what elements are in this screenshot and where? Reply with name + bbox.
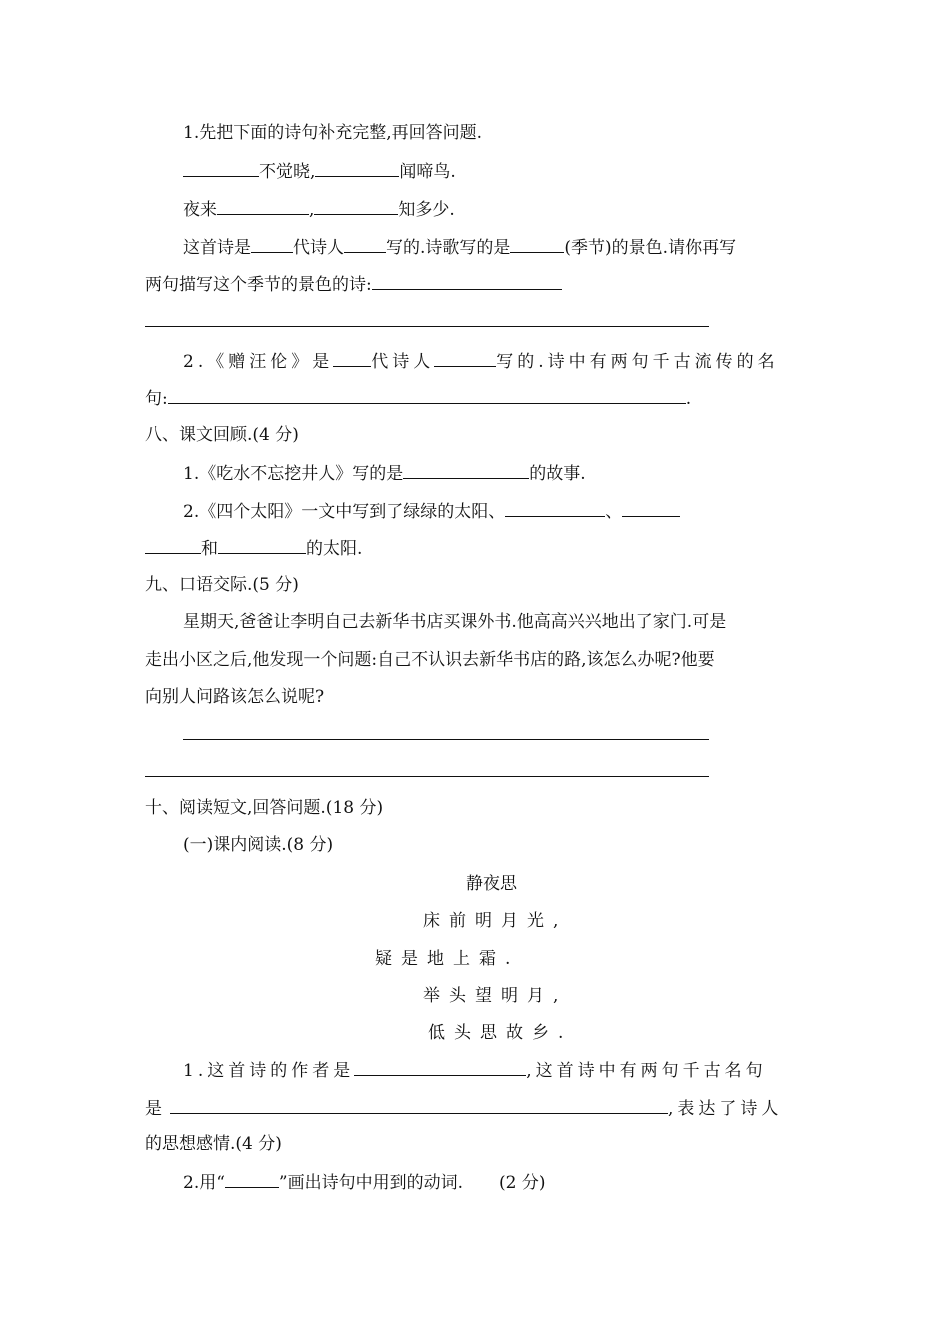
q7-item2-line-2 xyxy=(145,386,691,411)
text: 不觉晓, xyxy=(259,162,316,182)
fill-blank[interactable] xyxy=(218,536,306,554)
q8-item1 xyxy=(183,461,586,486)
text: 、 xyxy=(605,502,623,522)
q10-item1-line-3: 的思想感情.(4 分) xyxy=(145,1134,282,1154)
poem-fill-line-1 xyxy=(183,159,456,184)
text: 代诗人 xyxy=(371,352,435,372)
fill-blank[interactable] xyxy=(333,349,371,367)
text: 夜来 xyxy=(183,200,217,220)
fill-blank[interactable] xyxy=(145,536,201,554)
text: 1.这首诗的作者是 xyxy=(183,1061,355,1081)
fill-blank[interactable] xyxy=(251,235,293,253)
answer-line[interactable] xyxy=(183,739,709,740)
fill-blank[interactable] xyxy=(225,1170,279,1188)
fill-blank[interactable] xyxy=(372,272,562,290)
q7-item1-question-line-2 xyxy=(145,272,562,297)
fill-blank[interactable] xyxy=(217,197,309,215)
fill-blank[interactable] xyxy=(183,159,259,177)
q10-item1-line-2 xyxy=(145,1096,782,1121)
q9-paragraph-line-3: 向别人问路该怎么说呢? xyxy=(145,687,325,707)
text: 1.《吃水不忘挖井人》写的是 xyxy=(183,464,404,484)
text: 和 xyxy=(201,539,218,559)
q8-title: 八、课文回顾.(4 分) xyxy=(145,425,299,445)
text: 是 xyxy=(145,1099,166,1119)
answer-line[interactable] xyxy=(145,776,709,777)
text: 2.用“ xyxy=(183,1173,225,1193)
fill-blank[interactable] xyxy=(315,159,399,177)
fill-blank[interactable] xyxy=(622,499,680,517)
poem-fill-line-2 xyxy=(183,197,455,222)
text: 2.《赠汪伦》是 xyxy=(183,352,334,372)
text: 这首诗是 xyxy=(183,238,251,258)
poem-line: 床前明月光, xyxy=(423,911,568,931)
text: ,这首诗中有两句千古名句 xyxy=(526,1061,767,1081)
poem-line: 疑是地上霜. xyxy=(375,949,520,969)
q9-paragraph-line-1: 星期天,爸爸让李明自己去新华书店买课外书.他高高兴兴地出了家门.可是 xyxy=(183,612,727,632)
q7-item1-prompt: 1.先把下面的诗句补充完整,再回答问题. xyxy=(183,123,483,143)
q10-item1-line-1 xyxy=(183,1058,767,1083)
text: 的太阳. xyxy=(306,539,363,559)
text: 代诗人 xyxy=(293,238,344,258)
fill-blank[interactable] xyxy=(354,1058,526,1076)
text: (季节)的景色.请你再写 xyxy=(564,238,737,258)
q10-subsection-title: (一)课内阅读.(8 分) xyxy=(183,835,334,855)
q10-title: 十、阅读短文,回答问题.(18 分) xyxy=(145,798,384,818)
text: (2 分) xyxy=(499,1173,546,1193)
text: 知多少. xyxy=(398,200,455,220)
text: 两句描写这个季节的景色的诗: xyxy=(145,275,372,295)
answer-line[interactable] xyxy=(145,326,709,327)
fill-blank[interactable] xyxy=(505,499,605,517)
q9-paragraph-line-2: 走出小区之后,他发现一个问题:自己不认识去新华书店的路,该怎么办呢?他要 xyxy=(145,650,715,670)
fill-blank[interactable] xyxy=(168,386,686,404)
q8-item2-line-1 xyxy=(183,499,680,524)
fill-blank[interactable] xyxy=(403,461,529,479)
text: 写的.诗中有两句千古流传的名 xyxy=(496,352,779,372)
fill-blank[interactable] xyxy=(344,235,386,253)
text: 的故事. xyxy=(529,464,586,484)
poem-title: 静夜思 xyxy=(466,874,517,894)
text: 句: xyxy=(145,389,168,409)
text: . xyxy=(685,389,692,409)
q7-item2-line-1 xyxy=(183,349,779,374)
fill-blank[interactable] xyxy=(314,197,398,215)
text: 写的.诗歌写的是 xyxy=(386,238,511,258)
fill-blank[interactable] xyxy=(170,1096,668,1114)
q9-title: 九、口语交际.(5 分) xyxy=(145,575,299,595)
q8-item2-line-2 xyxy=(145,536,362,561)
text: , xyxy=(309,200,315,220)
text: 闻啼鸟. xyxy=(399,162,456,182)
text: 2.《四个太阳》一文中写到了绿绿的太阳、 xyxy=(183,502,506,522)
poem-line: 低头思故乡. xyxy=(428,1023,573,1043)
q7-item1-question-line-1 xyxy=(183,235,736,260)
text: ”画出诗句中用到的动词. xyxy=(278,1173,464,1193)
fill-blank[interactable] xyxy=(434,349,496,367)
text: ,表达了诗人 xyxy=(668,1099,783,1119)
fill-blank[interactable] xyxy=(510,235,564,253)
poem-line: 举头望明月, xyxy=(423,986,568,1006)
q10-item2 xyxy=(183,1170,546,1195)
